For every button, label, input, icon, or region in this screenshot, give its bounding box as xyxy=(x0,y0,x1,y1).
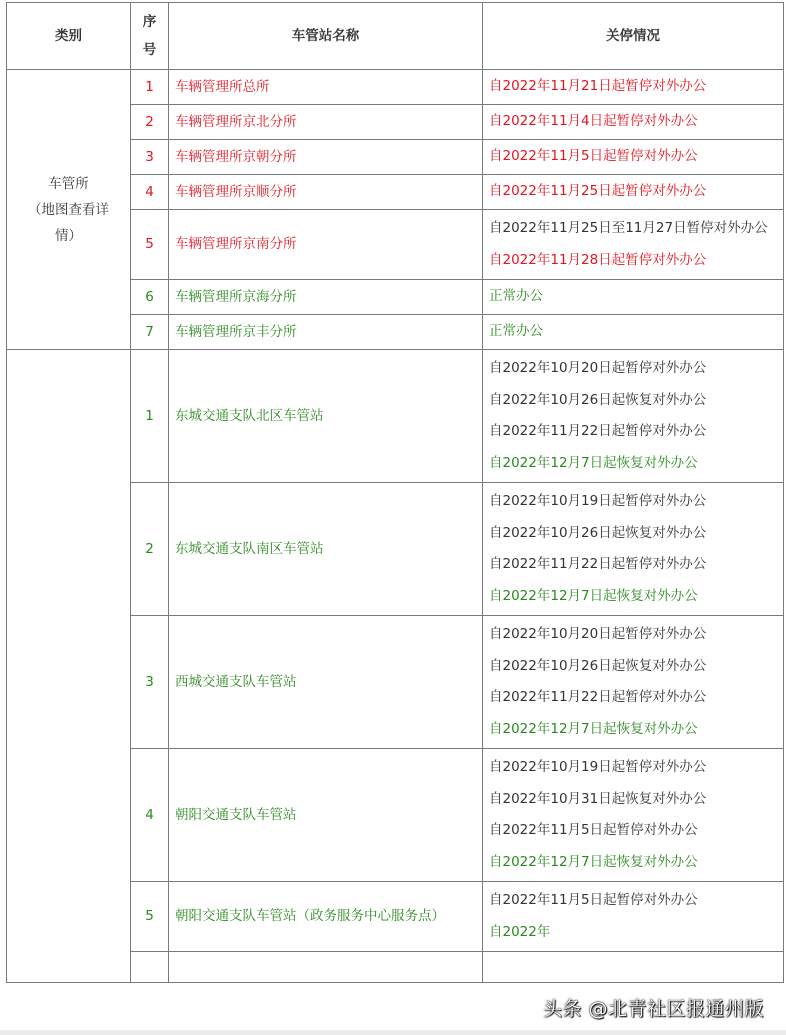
status-cell xyxy=(483,350,784,483)
row-number: 3 xyxy=(131,616,169,749)
station-name: 车辆管理所京南分所 xyxy=(169,210,483,280)
status-line: 正常办公 xyxy=(489,323,543,340)
row-number: 7 xyxy=(131,315,169,350)
status-line: 自2022年10月20日起暂停对外办公 xyxy=(489,626,707,642)
station-name: 东城交通支队南区车管站 xyxy=(169,483,483,616)
status-cell xyxy=(483,105,784,140)
status-line: 正常办公 xyxy=(489,288,543,305)
status-line: 自2022年12月7日起恢复对外办公 xyxy=(489,454,698,471)
station-name: 车辆管理所京顺分所 xyxy=(169,175,483,210)
row-number: 2 xyxy=(131,483,169,616)
status-line: 自2022年11月21日起暂停对外办公 xyxy=(489,78,707,95)
station-name: 车辆管理所京丰分所 xyxy=(169,315,483,350)
row-number: 4 xyxy=(131,175,169,210)
status-line: 自2022年10月20日起暂停对外办公 xyxy=(489,360,707,376)
row-number: 1 xyxy=(131,350,169,483)
row-number: 3 xyxy=(131,140,169,175)
header-status: 关停情况 xyxy=(483,3,784,70)
category-label: 车管所 xyxy=(48,175,89,192)
status-line: 自2022年10月26日起恢复对外办公 xyxy=(489,391,707,408)
status-line: 自2022年10月26日起恢复对外办公 xyxy=(489,524,707,541)
status-line: 自2022年11月5日起暂停对外办公 xyxy=(489,822,698,838)
station-name: 东城交通支队北区车管站 xyxy=(169,350,483,483)
bottom-scroll-edge xyxy=(0,1030,786,1035)
status-line: 自2022年11月22日起暂停对外办公 xyxy=(489,556,707,572)
status-line: 自2022年11月22日起暂停对外办公 xyxy=(489,423,707,439)
status-line: 自2022年11月25日至11月27日暂停对外办公 xyxy=(489,220,768,236)
header-number xyxy=(131,3,169,70)
header-number-text: 序号 xyxy=(142,14,157,58)
header-station-name: 车管站名称 xyxy=(169,3,483,70)
station-name: 车辆管理所京朝分所 xyxy=(169,140,483,175)
status-cell xyxy=(483,749,784,882)
status-cell xyxy=(483,882,784,952)
status-line: 自2022年11月5日起暂停对外办公 xyxy=(489,148,698,165)
status-line: 自2022年 xyxy=(489,923,551,940)
row-number: 1 xyxy=(131,70,169,105)
row-number: 5 xyxy=(131,210,169,280)
station-name: 车辆管理所京北分所 xyxy=(169,105,483,140)
empty-cell xyxy=(169,952,483,983)
status-line: 自2022年10月26日起恢复对外办公 xyxy=(489,657,707,674)
station-name: 车辆管理所京海分所 xyxy=(169,280,483,315)
row-number: 4 xyxy=(131,749,169,882)
row-number: 6 xyxy=(131,280,169,315)
status-line: 自2022年12月7日起恢复对外办公 xyxy=(489,720,698,737)
status-line: 自2022年12月7日起恢复对外办公 xyxy=(489,853,698,870)
status-cell xyxy=(483,210,784,280)
row-number: 2 xyxy=(131,105,169,140)
category-cell xyxy=(7,70,131,350)
table-row xyxy=(7,350,784,483)
empty-cell xyxy=(483,952,784,983)
status-line: 自2022年10月31日起恢复对外办公 xyxy=(489,790,707,807)
watermark: 头条 @北青社区报通州版 xyxy=(543,998,765,1020)
status-cell xyxy=(483,280,784,315)
table-header-row xyxy=(7,3,784,70)
status-line: 自2022年11月5日起暂停对外办公 xyxy=(489,892,698,908)
status-line: 自2022年11月4日起暂停对外办公 xyxy=(489,113,698,130)
status-cell xyxy=(483,175,784,210)
status-cell xyxy=(483,315,784,350)
status-line: 自2022年11月25日起暂停对外办公 xyxy=(489,183,707,200)
table-row xyxy=(7,70,784,105)
vehicle-office-status-table xyxy=(6,2,784,983)
empty-cell xyxy=(131,952,169,983)
status-line: 自2022年10月19日起暂停对外办公 xyxy=(489,493,707,509)
status-cell xyxy=(483,616,784,749)
station-name: 西城交通支队车管站 xyxy=(169,616,483,749)
status-line: 自2022年11月22日起暂停对外办公 xyxy=(489,689,707,705)
row-number: 5 xyxy=(131,882,169,952)
station-name: 朝阳交通支队车管站（政务服务中心服务点） xyxy=(169,882,483,952)
category-cell xyxy=(7,350,131,983)
status-line: 自2022年10月19日起暂停对外办公 xyxy=(489,759,707,775)
status-line: 自2022年11月28日起暂停对外办公 xyxy=(489,251,707,268)
status-line: 自2022年12月7日起恢复对外办公 xyxy=(489,587,698,604)
status-cell xyxy=(483,483,784,616)
header-category: 类别 xyxy=(7,3,131,70)
status-cell xyxy=(483,70,784,105)
station-name: 朝阳交通支队车管站 xyxy=(169,749,483,882)
station-name: 车辆管理所总所 xyxy=(169,70,483,105)
status-cell xyxy=(483,140,784,175)
category-map-link[interactable]: （地图查看详情） xyxy=(28,201,109,244)
